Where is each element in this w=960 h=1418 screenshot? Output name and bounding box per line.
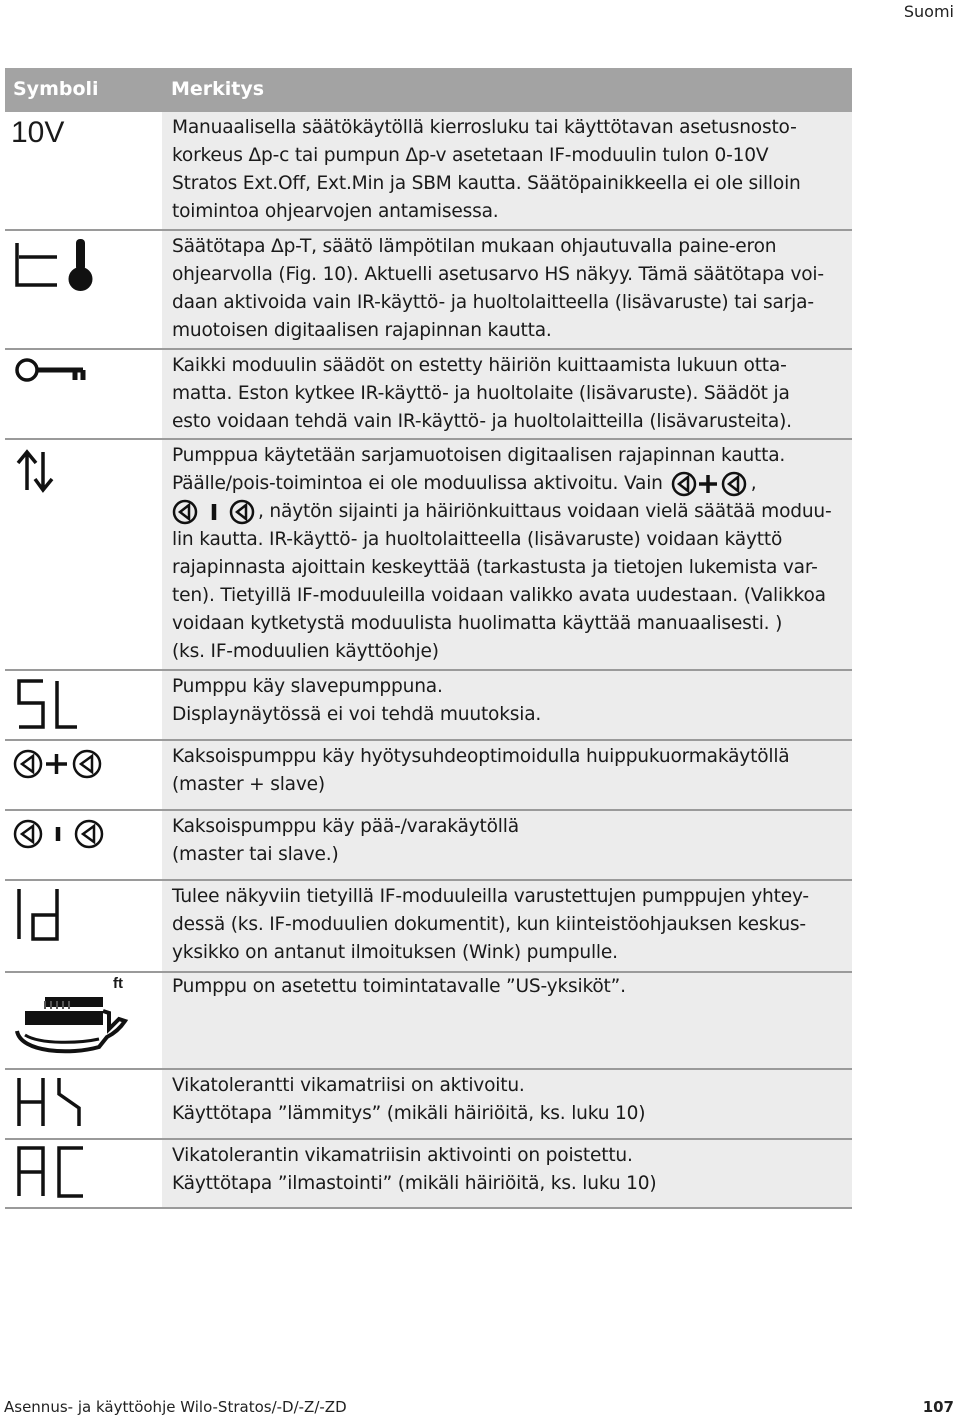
table-row — [5, 811, 852, 881]
double-pump-plus-icon — [671, 470, 751, 498]
feet-unit-label: ft — [113, 975, 123, 992]
language-label: Suomi — [903, 2, 954, 21]
symbol-cell — [5, 1140, 162, 1207]
table-row — [5, 112, 852, 231]
key-lock-icon — [13, 356, 93, 396]
page-number: 107 — [922, 1398, 954, 1416]
table-row — [5, 741, 852, 811]
bus-communication-icon — [13, 446, 63, 496]
table-row — [5, 881, 852, 973]
column-header-symbol: Symboli — [13, 78, 99, 100]
symbol-cell — [5, 881, 162, 971]
symbol-cell — [5, 811, 162, 879]
meaning-cell: Vikatolerantin vikamatriisin aktivointi on poistettu. Käyttötapa ”ilmastointi” (mikäli häiriöitä, ks. luku 10) — [162, 1140, 852, 1207]
symbol-cell — [5, 1070, 162, 1138]
symbol-cell — [5, 112, 162, 229]
symbol-cell — [5, 350, 162, 438]
table-header — [5, 68, 852, 112]
cooling-mode-ac-icon — [13, 1144, 93, 1200]
table-row — [5, 440, 852, 671]
main-standby-operation-icon — [13, 817, 105, 851]
table-row — [5, 350, 852, 440]
meaning-cell: Kaikki moduulin säädöt on estetty häiriön kuittaamista lukuun otta- matta. Eston kytkee IR-käyttö- ja huoltolaite (lisävaruste). Säädöt ja esto voidaan tehdä vain IR-käyttö- ja huoltolaitteilla (lisävarusteita). — [162, 350, 852, 438]
meaning-cell: Pumppu on asetettu toimintatavalle ”US-yksiköt”. — [162, 973, 852, 1068]
meaning-cell: Pumppu käy slavepumppuna. Displaynäytössä ei voi tehdä muutoksia. — [162, 671, 852, 739]
symbol-cell — [5, 973, 162, 1068]
10v-symbol: 10V — [11, 116, 65, 149]
column-header-meaning: Merkitys — [171, 78, 265, 100]
meaning-cell: Vikatolerantti vikamatriisi on aktivoitu. Käyttötapa ”lämmitys” (mikäli häiriöitä, ks. luku 10) — [162, 1070, 852, 1138]
meaning-cell: Pumppua käytetään sarjamuotoisen digitaalisen rajapinnan kautta. Päälle/pois-toimintoa ei ole moduulissa aktivoitu. Vain , , näytön sijainti ja häiriönkuittaus voidaan vielä säätää moduu- lin kautta. IR-käyttö- ja huoltolaitteella (lisävaruste) voidaan käyttö rajapinnasta ajoittain keskeyttää (tarkastusta ja tietojen lukemista var- ten). Tietyillä IF-moduuleilla voidaan valikko avata uudestaan. (Valikkoa voidaan kytketystä moduulista huolimatta käyttää manuaalisesti. ) (ks. IF-moduulien käyttöohje) — [162, 440, 852, 669]
heating-mode-hv-icon — [13, 1074, 93, 1130]
table-row — [5, 671, 852, 741]
symbol-cell — [5, 231, 162, 348]
us-units-hand-icon — [11, 993, 131, 1063]
symbol-cell — [5, 440, 162, 669]
peak-load-operation-icon — [13, 747, 105, 781]
table-row — [5, 973, 852, 1070]
footer-title: Asennus- ja käyttöohje Wilo-Stratos/-D/-Z/-ZD — [4, 1398, 347, 1416]
meaning-cell: Manuaalisella säätökäytöllä kierrosluku tai käyttötavan asetusnosto- korkeus Δp-c tai pumpun Δp-v asetetaan IF-moduulin tulon 0-10V Stratos Ext.Off, Ext.Min ja SBM kautta. Säätöpainikkeella ei ole silloin toimintoa ohjearvojen antamisessa. — [162, 112, 852, 229]
temperature-control-icon — [13, 237, 103, 297]
table-row — [5, 1070, 852, 1140]
table-row — [5, 231, 852, 350]
meaning-cell: Kaksoispumppu käy hyötysuhdeoptimoidulla huippukuormakäytöllä (master + slave) — [162, 741, 852, 809]
slave-pump-display-icon — [13, 677, 83, 733]
symbol-table — [5, 112, 852, 1209]
meaning-cell: Tulee näkyviin tietyillä IF-moduuleilla varustettujen pumppujen yhtey- dessä (ks. IF-moduulien dokumentit), kun kiinteistöohjauksen keskus- yksikko on antanut ilmoituksen (Wink) pumpulle. — [162, 881, 852, 971]
symbol-cell — [5, 741, 162, 809]
wink-id-display-icon — [13, 885, 73, 945]
symbol-cell — [5, 671, 162, 739]
double-pump-alternate-icon — [172, 498, 256, 526]
meaning-cell: Säätötapa Δp-T, säätö lämpötilan mukaan ohjautuvalla paine-eron ohjearvolla (Fig. 10). Aktuelli asetusarvo HS näkyy. Tämä säätötapa voi- daan aktivoida vain IR-käyttö- ja huoltolaitteella (lisävaruste) tai sarja- muotoisen digitaalisen rajapinnan kautta. — [162, 231, 852, 348]
table-row — [5, 1140, 852, 1209]
meaning-cell: Kaksoispumppu käy pää-/varakäytöllä (master tai slave.) — [162, 811, 852, 879]
